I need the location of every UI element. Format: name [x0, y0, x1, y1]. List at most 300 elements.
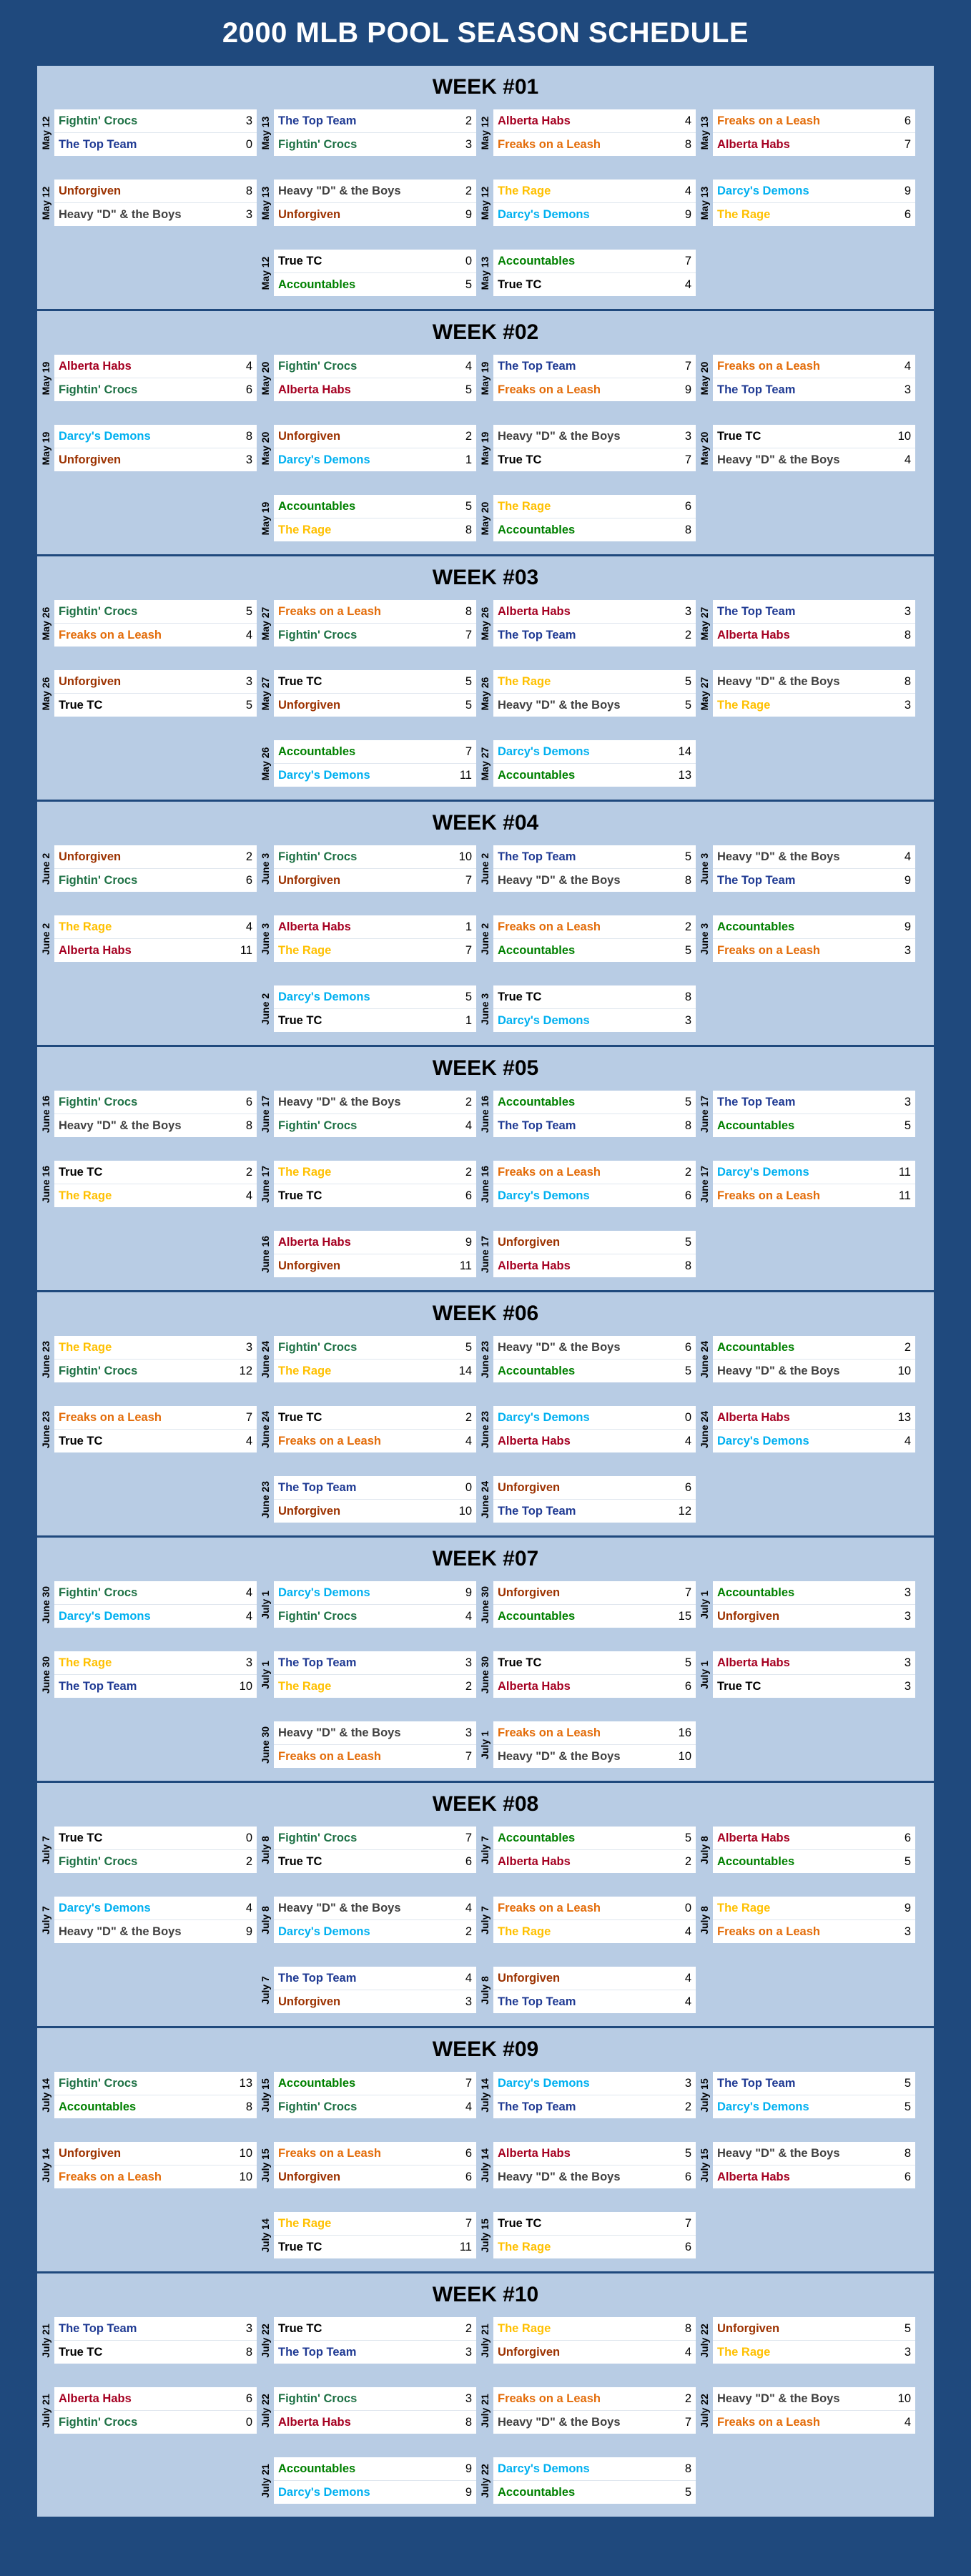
- team-name: The Top Team: [278, 1480, 357, 1494]
- row-divider: [493, 1008, 696, 1009]
- game-date: May 12: [40, 186, 51, 220]
- game-card: [37, 670, 257, 717]
- game-date: May 27: [699, 677, 710, 710]
- week-title: WEEK #09: [432, 2037, 539, 2061]
- away-team-row: [713, 1360, 915, 1382]
- game-date-cell: [37, 1897, 54, 1943]
- row-divider: [274, 1849, 476, 1850]
- team-name: The Top Team: [498, 2100, 576, 2113]
- game-date: May 26: [479, 606, 491, 640]
- game-date-cell: [257, 355, 274, 401]
- team-name: Accountables: [498, 1609, 576, 1623]
- row-divider: [54, 202, 257, 203]
- team-score: 2: [465, 184, 472, 197]
- team-name: Unforgiven: [59, 453, 122, 466]
- team-name: Fightin' Crocs: [59, 1364, 138, 1377]
- game-date: May 26: [479, 677, 491, 710]
- game-card: [476, 740, 696, 787]
- team-score: 4: [904, 850, 911, 863]
- game-date: May 27: [699, 606, 710, 640]
- away-team-row: [274, 1990, 476, 2013]
- game-card: [257, 1161, 476, 1207]
- game-date: July 21: [479, 2323, 491, 2358]
- matchup-box: [54, 2317, 257, 2364]
- game-date: July 8: [699, 1835, 710, 1864]
- matchup-box: [274, 915, 476, 962]
- team-name: The Top Team: [59, 2321, 137, 2335]
- home-team-row: [493, 740, 696, 763]
- team-score: 7: [684, 453, 691, 466]
- team-score: 3: [904, 2345, 911, 2359]
- team-name: Alberta Habs: [278, 920, 351, 933]
- matchup-box: [493, 1721, 696, 1768]
- team-score: 2: [904, 1340, 911, 1354]
- game-date: July 22: [479, 2463, 491, 2498]
- home-team-row: [493, 2317, 696, 2340]
- team-score: 3: [465, 2391, 472, 2405]
- game-date-cell: [257, 1476, 274, 1523]
- row-divider: [54, 1919, 257, 1920]
- team-score: 5: [684, 674, 691, 688]
- game-date-cell: [476, 2072, 493, 2118]
- team-score: 5: [904, 1119, 911, 1132]
- team-name: Alberta Habs: [498, 114, 571, 127]
- team-score: 4: [684, 184, 691, 197]
- team-name: Freaks on a Leash: [278, 1434, 381, 1447]
- home-team-row: [713, 425, 915, 448]
- row-divider: [54, 1604, 257, 1605]
- game-card: [476, 1721, 696, 1768]
- matchup-box: [274, 1967, 476, 2013]
- team-name: Fightin' Crocs: [278, 1119, 358, 1132]
- game-card: [257, 2142, 476, 2188]
- home-team-row: [713, 2317, 915, 2340]
- game-date: May 13: [699, 186, 710, 220]
- game-date: May 20: [699, 361, 710, 395]
- home-team-row: [54, 1091, 257, 1114]
- away-team-row: [274, 2095, 476, 2118]
- team-name: True TC: [278, 254, 322, 267]
- game-date: July 14: [40, 2078, 51, 2113]
- away-team-row: [713, 133, 915, 156]
- game-date: July 8: [260, 1905, 271, 1935]
- home-team-row: [274, 1827, 476, 1849]
- game-date-cell: [476, 600, 493, 647]
- game-card: [257, 740, 476, 787]
- team-name: True TC: [59, 1165, 103, 1179]
- team-name: The Rage: [278, 943, 332, 957]
- game-card: [37, 180, 257, 226]
- row-divider: [54, 132, 257, 133]
- team-score: 14: [678, 744, 691, 758]
- team-name: True TC: [59, 2345, 103, 2359]
- team-name: Fightin' Crocs: [59, 2076, 138, 2090]
- row-divider: [713, 1604, 915, 1605]
- team-score: 3: [465, 1995, 472, 2008]
- team-score: 3: [904, 943, 911, 957]
- away-team-row: [493, 1184, 696, 1207]
- matchup-box: [274, 740, 476, 787]
- row-divider: [274, 763, 476, 764]
- home-team-row: [493, 2387, 696, 2410]
- away-team-row: [274, 2481, 476, 2504]
- matchup-box: [274, 1161, 476, 1207]
- team-name: True TC: [278, 1013, 322, 1027]
- team-score: 5: [245, 604, 252, 618]
- row-divider: [493, 1604, 696, 1605]
- week-title: WEEK #08: [432, 1792, 539, 1816]
- away-team-row: [274, 1745, 476, 1768]
- matchup-box: [274, 425, 476, 471]
- game-date-cell: [476, 1581, 493, 1628]
- team-name: Darcy's Demons: [498, 744, 590, 758]
- game-date: June 2: [40, 852, 51, 885]
- game-date-cell: [257, 915, 274, 962]
- team-name: Accountables: [717, 1854, 795, 1868]
- game-card: [476, 1231, 696, 1277]
- team-score: 5: [904, 2100, 911, 2113]
- team-score: 3: [245, 1340, 252, 1354]
- team-name: Heavy "D" & the Boys: [498, 1749, 621, 1763]
- game-card: [37, 1091, 257, 1137]
- team-name: Heavy "D" & the Boys: [278, 1726, 401, 1739]
- home-team-row: [54, 2072, 257, 2095]
- team-name: Unforgiven: [498, 1480, 561, 1494]
- team-score: 8: [245, 429, 252, 443]
- week-section: [37, 2028, 934, 2273]
- game-date-cell: [37, 1581, 54, 1628]
- row-divider: [713, 1849, 915, 1850]
- away-team-row: [54, 1184, 257, 1207]
- home-team-row: [493, 1651, 696, 1674]
- home-team-row: [713, 2387, 915, 2410]
- team-name: Unforgiven: [278, 873, 341, 887]
- home-team-row: [493, 1091, 696, 1114]
- row-divider: [274, 1429, 476, 1430]
- game-card: [476, 1476, 696, 1523]
- matchup-box: [54, 915, 257, 962]
- team-name: Heavy "D" & the Boys: [498, 2170, 621, 2183]
- team-score: 5: [465, 277, 472, 291]
- game-card: [696, 1827, 915, 1873]
- game-card: [476, 1967, 696, 2013]
- matchup-box: [713, 845, 915, 892]
- team-score: 6: [245, 873, 252, 887]
- team-score: 8: [465, 2415, 472, 2429]
- game-date: May 26: [260, 747, 271, 780]
- game-card: [476, 250, 696, 296]
- matchup-box: [54, 2387, 257, 2434]
- home-team-row: [54, 600, 257, 623]
- home-team-row: [274, 2457, 476, 2480]
- team-name: Heavy "D" & the Boys: [498, 698, 621, 712]
- team-name: The Rage: [498, 499, 551, 513]
- home-team-row: [713, 915, 915, 938]
- away-team-row: [713, 2095, 915, 2118]
- game-date: June 2: [479, 852, 491, 885]
- matchup-box: [713, 1336, 915, 1382]
- team-score: 8: [465, 523, 472, 536]
- team-score: 8: [684, 2321, 691, 2335]
- team-name: Unforgiven: [717, 1609, 780, 1623]
- matchup-box: [713, 180, 915, 226]
- team-name: Fightin' Crocs: [59, 1854, 138, 1868]
- team-name: Accountables: [498, 1831, 576, 1844]
- team-name: The Top Team: [278, 2345, 357, 2359]
- away-team-row: [713, 1920, 915, 1943]
- team-score: 7: [245, 1410, 252, 1424]
- game-date: July 14: [479, 2078, 491, 2113]
- game-date-cell: [476, 1406, 493, 1452]
- game-date: May 13: [699, 116, 710, 149]
- game-card: [476, 600, 696, 647]
- matchup-box: [713, 109, 915, 156]
- team-score: 3: [684, 604, 691, 618]
- away-team-row: [493, 764, 696, 787]
- team-score: 4: [245, 1189, 252, 1202]
- matchup-box: [493, 495, 696, 541]
- game-card: [476, 985, 696, 1032]
- away-team-row: [54, 1430, 257, 1452]
- home-team-row: [493, 425, 696, 448]
- game-date-cell: [257, 600, 274, 647]
- home-team-row: [274, 1897, 476, 1919]
- game-date: July 21: [260, 2463, 271, 2498]
- team-score: 13: [239, 2076, 252, 2090]
- game-date-cell: [257, 2317, 274, 2364]
- game-date: July 8: [260, 1835, 271, 1864]
- matchup-box: [713, 1406, 915, 1452]
- matchup-box: [713, 2387, 915, 2434]
- game-date-cell: [37, 915, 54, 962]
- team-name: True TC: [278, 2321, 322, 2335]
- row-divider: [54, 938, 257, 939]
- home-team-row: [713, 2072, 915, 2095]
- team-name: Fightin' Crocs: [59, 2415, 138, 2429]
- team-name: The Rage: [717, 2345, 771, 2359]
- team-name: The Top Team: [278, 114, 357, 127]
- home-team-row: [493, 1827, 696, 1849]
- away-team-row: [274, 939, 476, 962]
- team-score: 8: [904, 2146, 911, 2160]
- team-name: Unforgiven: [278, 1259, 341, 1272]
- game-date: May 13: [260, 186, 271, 220]
- matchup-box: [493, 915, 696, 962]
- row-divider: [713, 1919, 915, 1920]
- matchup-box: [274, 1091, 476, 1137]
- weeks-container: [37, 66, 934, 2519]
- game-date: July 8: [699, 1905, 710, 1935]
- home-team-row: [274, 1581, 476, 1604]
- team-score: 7: [465, 943, 472, 957]
- matchup-box: [493, 740, 696, 787]
- game-date-cell: [257, 1161, 274, 1207]
- team-score: 0: [465, 1480, 472, 1494]
- game-card: [257, 2212, 476, 2258]
- matchup-box: [54, 1336, 257, 1382]
- away-team-row: [493, 1850, 696, 1873]
- game-date: May 27: [479, 747, 491, 780]
- game-date-cell: [476, 845, 493, 892]
- team-name: Heavy "D" & the Boys: [498, 429, 621, 443]
- team-name: Unforgiven: [498, 1971, 561, 1985]
- home-team-row: [54, 425, 257, 448]
- game-card: [37, 2142, 257, 2188]
- away-team-row: [54, 939, 257, 962]
- row-divider: [274, 2340, 476, 2341]
- game-date: July 7: [40, 1835, 51, 1864]
- away-team-row: [493, 273, 696, 296]
- team-score: 3: [465, 1726, 472, 1739]
- game-card: [476, 1827, 696, 1873]
- game-card: [696, 2317, 915, 2364]
- game-date: July 22: [260, 2393, 271, 2428]
- row-divider: [713, 1359, 915, 1360]
- game-date-cell: [476, 2142, 493, 2188]
- game-card: [696, 425, 915, 471]
- home-team-row: [713, 1651, 915, 1674]
- game-card: [257, 180, 476, 226]
- game-date-cell: [696, 1091, 713, 1137]
- team-score: 2: [465, 2321, 472, 2335]
- team-name: Heavy "D" & the Boys: [717, 850, 840, 863]
- team-score: 2: [465, 1924, 472, 1938]
- away-team-row: [274, 869, 476, 892]
- team-score: 3: [904, 1924, 911, 1938]
- team-name: Heavy "D" & the Boys: [717, 2146, 840, 2160]
- game-date-cell: [476, 355, 493, 401]
- home-team-row: [54, 355, 257, 378]
- away-team-row: [274, 694, 476, 717]
- row-divider: [493, 693, 696, 694]
- game-date-cell: [257, 1967, 274, 2013]
- home-team-row: [54, 670, 257, 693]
- home-team-row: [493, 1967, 696, 1990]
- team-name: Freaks on a Leash: [59, 2170, 162, 2183]
- away-team-row: [274, 2341, 476, 2364]
- row-divider: [274, 272, 476, 273]
- game-card: [476, 495, 696, 541]
- team-score: 4: [904, 2415, 911, 2429]
- team-name: Freaks on a Leash: [717, 1189, 820, 1202]
- game-date: May 27: [260, 606, 271, 640]
- away-team-row: [274, 1500, 476, 1523]
- team-score: 5: [684, 698, 691, 712]
- game-date-cell: [257, 1897, 274, 1943]
- game-date: June 23: [479, 1340, 491, 1378]
- game-card: [37, 2072, 257, 2118]
- matchup-box: [274, 2317, 476, 2364]
- home-team-row: [274, 740, 476, 763]
- game-card: [476, 109, 696, 156]
- away-team-row: [54, 1114, 257, 1137]
- team-score: 7: [465, 744, 472, 758]
- game-card: [476, 1581, 696, 1628]
- week-title: WEEK #01: [432, 75, 539, 99]
- team-name: Fightin' Crocs: [59, 114, 138, 127]
- game-date-cell: [696, 2142, 713, 2188]
- away-team-row: [493, 2411, 696, 2434]
- home-team-row: [274, 2142, 476, 2165]
- team-score: 4: [684, 114, 691, 127]
- matchup-box: [493, 2387, 696, 2434]
- team-score: 5: [465, 674, 472, 688]
- team-score: 8: [684, 137, 691, 151]
- team-name: Freaks on a Leash: [717, 359, 820, 373]
- game-date: June 3: [479, 993, 491, 1025]
- row-divider: [54, 1429, 257, 1430]
- team-name: Darcy's Demons: [498, 2076, 590, 2090]
- team-score: 8: [684, 990, 691, 1003]
- team-score: 0: [245, 137, 252, 151]
- team-name: Darcy's Demons: [717, 1165, 809, 1179]
- game-date: July 1: [699, 1590, 710, 1619]
- team-score: 9: [465, 1586, 472, 1599]
- game-date-cell: [476, 250, 493, 296]
- team-score: 11: [898, 1189, 911, 1202]
- game-date: June 23: [40, 1340, 51, 1378]
- team-name: The Top Team: [717, 383, 796, 396]
- game-date-cell: [696, 1651, 713, 1698]
- team-score: 5: [684, 943, 691, 957]
- team-score: 4: [245, 1609, 252, 1623]
- game-date-cell: [37, 425, 54, 471]
- team-name: Alberta Habs: [498, 2146, 571, 2160]
- team-name: Alberta Habs: [498, 1259, 571, 1272]
- team-score: 4: [904, 359, 911, 373]
- week-title: WEEK #06: [432, 1302, 539, 1325]
- away-team-row: [274, 764, 476, 787]
- team-name: The Top Team: [498, 850, 576, 863]
- team-score: 13: [897, 1410, 911, 1424]
- row-divider: [493, 1674, 696, 1675]
- game-date: May 19: [260, 501, 271, 535]
- matchup-box: [493, 1091, 696, 1137]
- team-score: 2: [465, 1679, 472, 1693]
- team-score: 8: [904, 628, 911, 641]
- team-score: 8: [904, 674, 911, 688]
- week-section: [37, 1783, 934, 2028]
- game-date-cell: [696, 670, 713, 717]
- away-team-row: [493, 1920, 696, 1943]
- game-date: June 16: [260, 1235, 271, 1273]
- team-name: Darcy's Demons: [278, 1586, 370, 1599]
- matchup-box: [54, 425, 257, 471]
- game-date-cell: [696, 1406, 713, 1452]
- game-card: [476, 670, 696, 717]
- row-divider: [274, 1359, 476, 1360]
- game-date: June 16: [479, 1165, 491, 1203]
- team-score: 4: [245, 1434, 252, 1447]
- away-team-row: [493, 133, 696, 156]
- matchup-box: [274, 600, 476, 647]
- team-name: The Rage: [59, 1656, 112, 1669]
- team-score: 4: [465, 2100, 472, 2113]
- home-team-row: [274, 1231, 476, 1254]
- game-card: [257, 495, 476, 541]
- team-name: True TC: [59, 1434, 103, 1447]
- team-score: 4: [904, 453, 911, 466]
- matchup-box: [54, 109, 257, 156]
- away-team-row: [54, 378, 257, 401]
- team-score: 6: [245, 2391, 252, 2405]
- team-name: True TC: [498, 990, 542, 1003]
- away-team-row: [493, 2236, 696, 2258]
- away-team-row: [54, 624, 257, 647]
- team-name: Alberta Habs: [717, 1831, 790, 1844]
- game-date-cell: [476, 1967, 493, 2013]
- home-team-row: [493, 180, 696, 202]
